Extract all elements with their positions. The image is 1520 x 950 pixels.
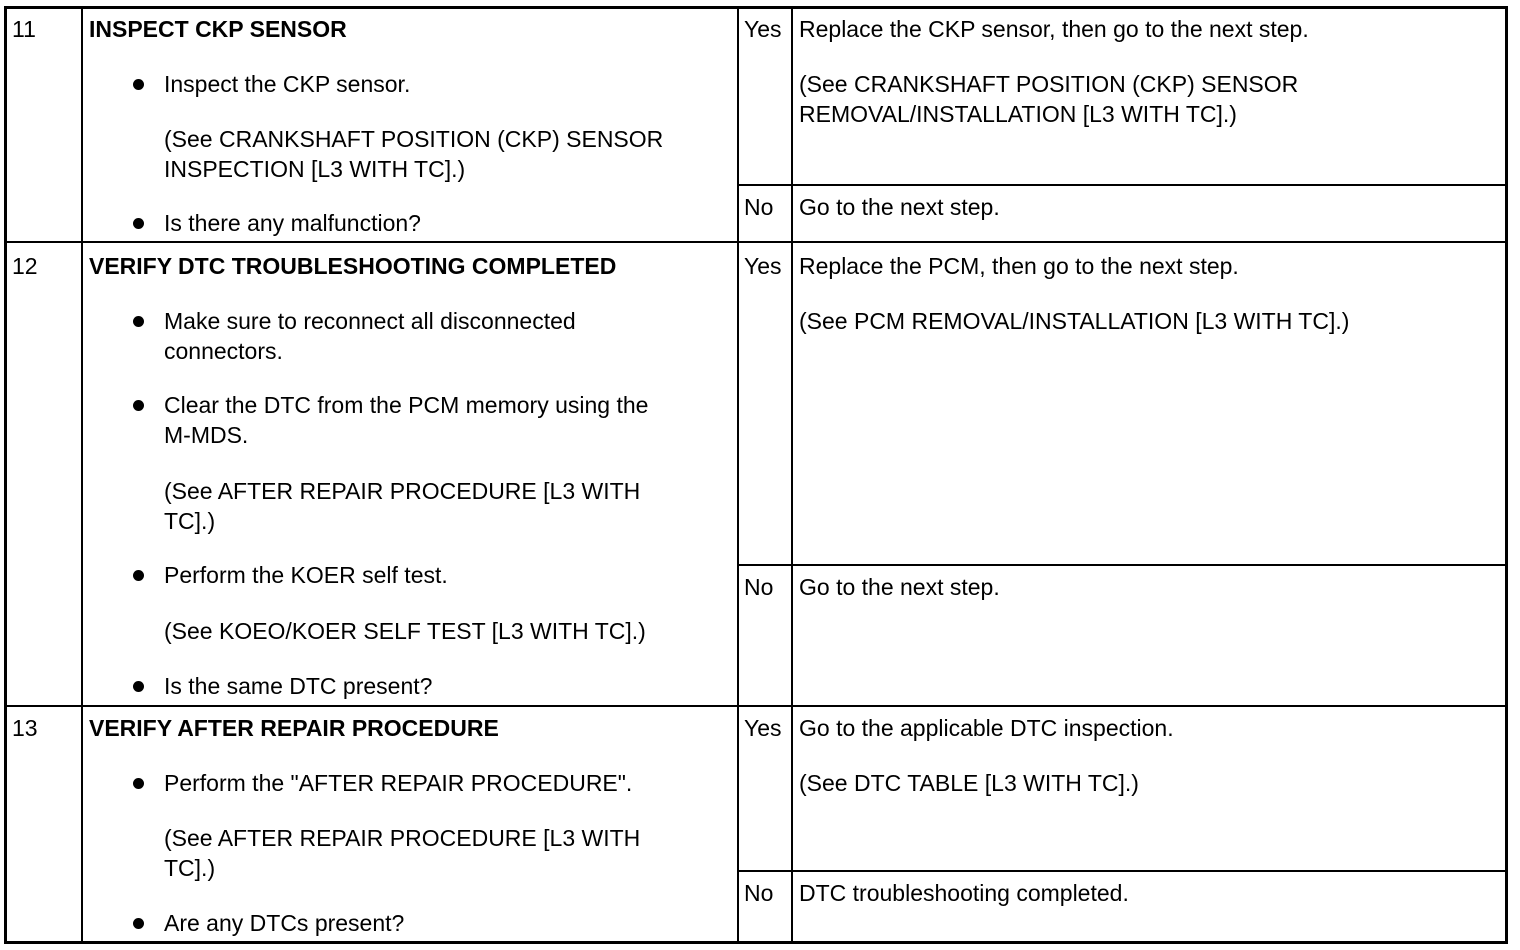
column-divider [737,6,739,944]
yes-result: Go to the applicable DTC inspection. [799,715,1174,741]
action-text: Perform the "AFTER REPAIR PROCEDURE". [164,770,633,796]
no-result: Go to the next step. [799,574,1000,600]
no-label: No [744,880,774,906]
action-text: INSPECTION [L3 WITH TC].) [164,156,466,182]
action-text: Are any DTCs present? [164,910,405,936]
action-text: Is the same DTC present? [164,673,433,699]
yes-result: (See DTC TABLE [L3 WITH TC].) [799,770,1139,796]
yes-result: Replace the CKP sensor, then go to the next step. [799,16,1309,42]
action-text: TC].) [164,855,216,881]
step-number: 12 [12,253,38,279]
bullet-icon [133,400,144,411]
yes-label: Yes [744,253,782,279]
action-text: Make sure to reconnect all disconnected [164,308,576,334]
yes-label: Yes [744,715,782,741]
action-text: Perform the KOER self test. [164,562,448,588]
yes-no-divider [738,870,1508,872]
yes-no-divider [738,564,1508,566]
no-label: No [744,194,774,220]
column-divider [81,6,83,944]
yes-result: (See PCM REMOVAL/INSTALLATION [L3 WITH TC].) [799,308,1350,334]
bullet-icon [133,778,144,789]
no-label: No [744,574,774,600]
yes-label: Yes [744,16,782,42]
no-result: Go to the next step. [799,194,1000,220]
action-text: (See KOEO/KOER SELF TEST [L3 WITH TC].) [164,618,646,644]
row-divider [4,705,1508,707]
yes-no-divider [738,184,1508,186]
action-text: (See AFTER REPAIR PROCEDURE [L3 WITH [164,825,641,851]
action-text: (See CRANKSHAFT POSITION (CKP) SENSOR [164,126,664,152]
action-text: (See AFTER REPAIR PROCEDURE [L3 WITH [164,478,641,504]
action-text: Clear the DTC from the PCM memory using the [164,392,649,418]
action-text: M-MDS. [164,422,249,448]
action-text: Is there any malfunction? [164,210,421,236]
yes-result: REMOVAL/INSTALLATION [L3 WITH TC].) [799,101,1237,127]
step-number: 11 [12,16,36,42]
step-title: VERIFY DTC TROUBLESHOOTING COMPLETED [89,253,617,279]
yes-result: (See CRANKSHAFT POSITION (CKP) SENSOR [799,71,1299,97]
row-divider [4,241,1508,243]
step-title: INSPECT CKP SENSOR [89,16,347,42]
bullet-icon [133,218,144,229]
bullet-icon [133,79,144,90]
column-divider [791,6,793,944]
bullet-icon [133,316,144,327]
action-text: Inspect the CKP sensor. [164,71,411,97]
bullet-icon [133,918,144,929]
action-text: TC].) [164,508,216,534]
step-number: 13 [12,715,38,741]
action-text: connectors. [164,338,283,364]
bullet-icon [133,570,144,581]
no-result: DTC troubleshooting completed. [799,880,1129,906]
yes-result: Replace the PCM, then go to the next step. [799,253,1239,279]
step-title: VERIFY AFTER REPAIR PROCEDURE [89,715,499,741]
bullet-icon [133,681,144,692]
